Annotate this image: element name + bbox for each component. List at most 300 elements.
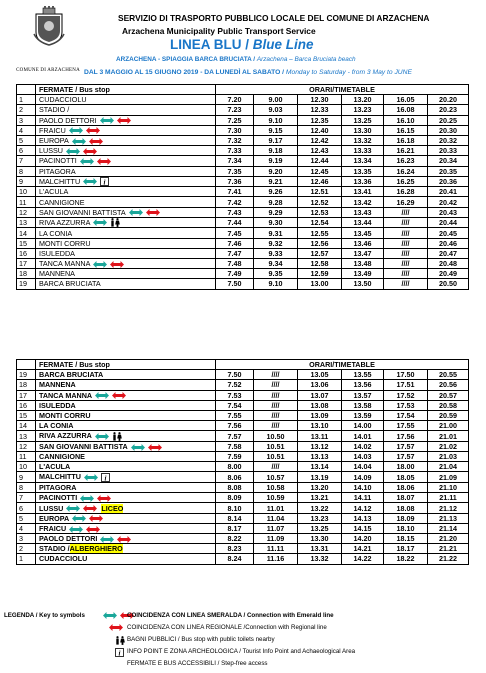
time-cell: 7.56 xyxy=(216,421,254,431)
stop-name-cell xyxy=(36,217,216,228)
time-cell: 13.57 xyxy=(342,390,384,400)
header-number-cell xyxy=(17,360,36,370)
stop-name: STADIO / xyxy=(39,105,70,115)
time-cell: 14.03 xyxy=(342,452,384,462)
table-row xyxy=(17,217,469,228)
stop-number: 14 xyxy=(17,228,36,238)
time-cell: 10.59 xyxy=(254,493,298,503)
stop-name-cell xyxy=(36,197,216,207)
stop-extra-label: ALBERGHIERO xyxy=(69,544,123,554)
legend-info-icon xyxy=(112,648,124,657)
time-cell: 13.55 xyxy=(342,370,384,380)
regional-line-icon xyxy=(83,505,97,512)
legend-regional-icon xyxy=(106,624,123,631)
stop-name-cell xyxy=(36,462,216,472)
time-cell: 17.57 xyxy=(384,441,428,451)
stop-name-cell xyxy=(36,259,216,269)
time-cell: 13.30 xyxy=(342,125,384,135)
time-cell: 14.21 xyxy=(342,544,384,554)
time-cell: 12.56 xyxy=(298,238,342,248)
stop-name-cell xyxy=(36,228,216,238)
table-row xyxy=(17,400,469,410)
time-cell: 14.00 xyxy=(342,421,384,431)
stop-number: 11 xyxy=(17,452,36,462)
time-cell: 16.21 xyxy=(384,146,428,156)
time-cell: 8.10 xyxy=(216,503,254,513)
time-cell: 12.42 xyxy=(298,135,342,145)
time-cell: 7.49 xyxy=(216,269,254,279)
time-cell: 12.51 xyxy=(298,187,342,197)
time-cell: 10.50 xyxy=(254,431,298,442)
table-row xyxy=(17,441,469,451)
time-cell: 21.22 xyxy=(428,554,469,564)
emerald-line-icon xyxy=(83,178,97,185)
regional-line-icon xyxy=(117,117,131,124)
time-cell: 10.57 xyxy=(254,472,298,483)
table-row xyxy=(17,125,469,135)
stop-name-cell xyxy=(36,187,216,197)
stop-name: ISULEDDA xyxy=(39,248,75,258)
time-cell: 16.15 xyxy=(384,125,428,135)
regional-line-icon xyxy=(83,148,97,155)
time-cell: 18.22 xyxy=(384,554,428,564)
time-cell: 11.16 xyxy=(254,554,298,564)
time-cell: 12.46 xyxy=(298,176,342,187)
time-cell: 9.17 xyxy=(254,135,298,145)
time-cell: 7.57 xyxy=(216,431,254,442)
time-cell: 18.06 xyxy=(384,483,428,493)
time-cell: 21.21 xyxy=(428,544,469,554)
time-cell: 13.49 xyxy=(342,269,384,279)
stop-number: 8 xyxy=(17,166,36,176)
regional-line-icon xyxy=(86,127,100,134)
time-cell: 13.09 xyxy=(298,410,342,420)
regional-line-icon xyxy=(148,444,162,451)
stop-name: BARCA BRUCIATA xyxy=(39,279,101,289)
table-row xyxy=(17,248,469,258)
legend-toilets-icon xyxy=(112,636,125,645)
time-cell: 13.50 xyxy=(342,279,384,289)
time-cell: 17.55 xyxy=(384,421,428,431)
svg-text:i: i xyxy=(118,649,121,657)
time-cell: //// xyxy=(254,370,298,380)
time-cell: 12.35 xyxy=(298,115,342,125)
stop-number: 16 xyxy=(17,400,36,410)
period-it: DAL 3 MAGGIO AL 15 GIUGNO 2019 - DA LUNEDÌ AL SABATO / xyxy=(84,69,285,76)
time-cell: 16.24 xyxy=(384,166,428,176)
table-row xyxy=(17,135,469,145)
toilets-icon xyxy=(115,636,125,645)
stop-number: 2 xyxy=(17,105,36,115)
table-row xyxy=(17,472,469,483)
time-cell: 7.52 xyxy=(216,380,254,390)
time-cell: 20.58 xyxy=(428,400,469,410)
stop-name: EUROPA xyxy=(39,136,69,146)
table-row xyxy=(17,431,469,442)
svg-text:i: i xyxy=(103,178,106,187)
time-cell: 8.17 xyxy=(216,523,254,533)
time-cell: 17.50 xyxy=(384,370,428,380)
time-cell: 13.36 xyxy=(342,176,384,187)
table-row xyxy=(17,176,469,187)
info-point-icon xyxy=(101,473,110,482)
time-cell: 18.00 xyxy=(384,462,428,472)
table-row xyxy=(17,410,469,420)
stop-name-cell xyxy=(36,544,216,554)
emerald-line-icon xyxy=(93,219,107,226)
time-cell: //// xyxy=(384,269,428,279)
toilets-icon xyxy=(110,218,120,227)
stop-name-cell xyxy=(36,125,216,135)
stop-name: BARCA BRUCIATA xyxy=(39,370,104,380)
stop-number: 5 xyxy=(17,135,36,145)
time-cell: 13.22 xyxy=(298,503,342,513)
stop-number: 13 xyxy=(17,217,36,228)
time-cell: 20.30 xyxy=(428,125,469,135)
stop-number: 12 xyxy=(17,207,36,217)
time-cell: 7.41 xyxy=(216,187,254,197)
time-cell: 20.45 xyxy=(428,228,469,238)
stop-number: 17 xyxy=(17,390,36,400)
time-cell: 7.33 xyxy=(216,146,254,156)
time-cell: 7.32 xyxy=(216,135,254,145)
time-cell: 21.10 xyxy=(428,483,469,493)
info-point-icon xyxy=(115,648,124,657)
time-cell: 12.45 xyxy=(298,166,342,176)
line-name-en: Blue Line xyxy=(252,37,314,52)
legend-emerald-text: COINCIDENZA CON LINEA SMERALDA / Connection with Emerald line xyxy=(127,612,334,619)
time-cell: 14.20 xyxy=(342,534,384,544)
stop-name: RIVA AZZURRA xyxy=(39,217,91,227)
stop-number: 10 xyxy=(17,462,36,472)
stop-number: 11 xyxy=(17,197,36,207)
stop-name: CUDACCIOLU xyxy=(39,554,88,564)
time-cell: 12.33 xyxy=(298,105,342,115)
emerald-line-icon xyxy=(100,536,114,543)
time-cell: 11.09 xyxy=(254,534,298,544)
stop-name: L'ACULA xyxy=(39,462,71,472)
stop-number: 12 xyxy=(17,441,36,451)
stop-name: PITAGORA xyxy=(39,483,77,493)
time-cell: 9.21 xyxy=(254,176,298,187)
time-cell: 11.04 xyxy=(254,513,298,523)
table-row xyxy=(17,503,469,513)
route xyxy=(116,56,356,63)
stop-name-cell xyxy=(36,146,216,156)
time-cell: 13.44 xyxy=(342,217,384,228)
time-cell: //// xyxy=(384,207,428,217)
stop-number: 1 xyxy=(17,95,36,105)
time-cell: 13.45 xyxy=(342,228,384,238)
time-cell: 8.00 xyxy=(216,462,254,472)
time-cell: 14.22 xyxy=(342,554,384,564)
time-cell: 21.12 xyxy=(428,503,469,513)
time-cell: 8.22 xyxy=(216,534,254,544)
table-row xyxy=(17,238,469,248)
stop-name-cell xyxy=(36,176,216,187)
stop-name-cell xyxy=(36,513,216,523)
time-cell: 10.51 xyxy=(254,441,298,451)
time-cell: 16.08 xyxy=(384,105,428,115)
table-row xyxy=(17,513,469,523)
time-cell: 9.31 xyxy=(254,228,298,238)
stop-number: 9 xyxy=(17,472,36,483)
stop-name-cell xyxy=(36,534,216,544)
stop-name-cell xyxy=(36,431,216,442)
table-row xyxy=(17,166,469,176)
stop-extra-label: LICEO xyxy=(101,503,124,513)
stop-number: 9 xyxy=(17,176,36,187)
time-cell: 13.25 xyxy=(298,523,342,533)
time-cell: 9.32 xyxy=(254,238,298,248)
time-cell: 13.59 xyxy=(342,410,384,420)
time-cell: 13.06 xyxy=(298,380,342,390)
time-cell: 14.15 xyxy=(342,523,384,533)
header-stop-label: FERMATE / Bus stop xyxy=(36,85,216,95)
time-cell: 17.54 xyxy=(384,410,428,420)
time-cell: 13.19 xyxy=(298,472,342,483)
time-cell: 9.35 xyxy=(254,269,298,279)
time-cell: 7.36 xyxy=(216,176,254,187)
time-cell: 7.58 xyxy=(216,441,254,451)
svg-text:i: i xyxy=(104,474,107,483)
table-row xyxy=(17,95,469,105)
time-cell: 7.53 xyxy=(216,390,254,400)
time-cell: 13.10 xyxy=(298,421,342,431)
time-cell: 13.23 xyxy=(298,513,342,523)
time-cell: 13.33 xyxy=(342,146,384,156)
stop-number: 4 xyxy=(17,125,36,135)
time-cell: 7.46 xyxy=(216,238,254,248)
table-row xyxy=(17,390,469,400)
table-row xyxy=(17,105,469,115)
header-times-label: ORARI/TIMETABLE xyxy=(216,360,469,370)
time-cell: 12.59 xyxy=(298,269,342,279)
stop-name-cell xyxy=(36,115,216,125)
stop-name-cell xyxy=(36,452,216,462)
stop-name-cell xyxy=(36,380,216,390)
stop-number: 15 xyxy=(17,410,36,420)
time-cell: 13.32 xyxy=(298,554,342,564)
municipal-crest-icon xyxy=(32,6,66,46)
stop-name: MONTI CORRU xyxy=(39,238,91,248)
toilets-icon xyxy=(112,432,122,441)
stop-number: 15 xyxy=(17,238,36,248)
page-header xyxy=(0,0,486,83)
table-row xyxy=(17,421,469,431)
table-row xyxy=(17,534,469,544)
stop-name-cell xyxy=(36,441,216,451)
table-row xyxy=(17,462,469,472)
table-row xyxy=(17,493,469,503)
time-cell: 13.47 xyxy=(342,248,384,258)
stop-number: 16 xyxy=(17,248,36,258)
period-en: Monday to Saturday - from 3 May to JUNE xyxy=(285,69,412,76)
time-cell: 12.53 xyxy=(298,207,342,217)
time-cell: 9.33 xyxy=(254,248,298,258)
stop-number: 6 xyxy=(17,503,36,513)
time-cell: //// xyxy=(384,279,428,289)
regional-line-icon xyxy=(146,209,160,216)
time-cell: 7.43 xyxy=(216,207,254,217)
stop-number: 18 xyxy=(17,269,36,279)
stop-name: SAN GIOVANNI BATTISTA xyxy=(39,207,126,217)
stop-name: CUDACCIOLU xyxy=(39,95,87,105)
table-row xyxy=(17,259,469,269)
time-cell: //// xyxy=(384,259,428,269)
stop-name-cell xyxy=(36,238,216,248)
time-cell: 7.50 xyxy=(216,279,254,289)
stop-name: LA CONIA xyxy=(39,228,73,238)
time-cell: 8.09 xyxy=(216,493,254,503)
regional-line-icon xyxy=(89,515,103,522)
time-cell: 9.20 xyxy=(254,166,298,176)
stop-name-cell xyxy=(36,105,216,115)
time-cell: 7.42 xyxy=(216,197,254,207)
stop-name: SAN GIOVANNI BATTISTA xyxy=(39,442,128,451)
route-en: Arzachena – Barca Bruciata beach xyxy=(256,56,356,63)
time-cell: 11.07 xyxy=(254,523,298,533)
stop-name-cell xyxy=(36,135,216,145)
stop-name: PAOLO DETTORI xyxy=(39,534,98,544)
time-cell: 20.59 xyxy=(428,410,469,420)
table-row xyxy=(17,380,469,390)
time-cell: 20.57 xyxy=(428,390,469,400)
table-row xyxy=(17,544,469,554)
time-cell: 13.13 xyxy=(298,452,342,462)
stop-name-cell xyxy=(36,483,216,493)
time-cell: //// xyxy=(384,217,428,228)
time-cell: 11.01 xyxy=(254,503,298,513)
emerald-line-icon xyxy=(66,148,80,155)
time-cell: 12.44 xyxy=(298,156,342,166)
time-cell: 7.30 xyxy=(216,125,254,135)
time-cell: 13.11 xyxy=(298,431,342,442)
time-cell: 13.20 xyxy=(342,95,384,105)
time-cell: 18.08 xyxy=(384,503,428,513)
stop-number: 2 xyxy=(17,544,36,554)
time-cell: 9.30 xyxy=(254,217,298,228)
time-cell: //// xyxy=(384,228,428,238)
time-cell: 9.29 xyxy=(254,207,298,217)
stop-name: TANCA MANNA xyxy=(39,259,91,269)
time-cell: //// xyxy=(254,400,298,410)
time-cell: 20.33 xyxy=(428,146,469,156)
emerald-line-icon xyxy=(103,612,117,619)
time-cell: 8.14 xyxy=(216,513,254,523)
time-cell: 13.43 xyxy=(342,207,384,217)
time-cell: 14.01 xyxy=(342,431,384,442)
time-cell: 14.09 xyxy=(342,472,384,483)
time-cell: //// xyxy=(254,390,298,400)
info-point-icon xyxy=(100,177,109,186)
time-cell: 20.36 xyxy=(428,176,469,187)
stop-name-cell xyxy=(36,248,216,258)
table-row xyxy=(17,269,469,279)
table-row xyxy=(17,146,469,156)
regional-line-icon xyxy=(97,495,111,502)
time-cell: 17.53 xyxy=(384,400,428,410)
time-cell: 9.19 xyxy=(254,156,298,166)
time-cell: 13.41 xyxy=(342,187,384,197)
time-cell: 21.20 xyxy=(428,534,469,544)
regional-line-icon xyxy=(112,392,126,399)
time-cell: 21.02 xyxy=(428,441,469,451)
stop-number: 8 xyxy=(17,483,36,493)
time-cell: 20.50 xyxy=(428,279,469,289)
time-cell: 7.47 xyxy=(216,248,254,258)
time-cell: 7.44 xyxy=(216,217,254,228)
time-cell: 12.55 xyxy=(298,228,342,238)
time-cell: 14.10 xyxy=(342,483,384,493)
table-row xyxy=(17,156,469,166)
stop-number: 5 xyxy=(17,513,36,523)
stop-number: 7 xyxy=(17,156,36,166)
time-cell: 14.11 xyxy=(342,493,384,503)
stop-name-cell xyxy=(36,554,216,564)
time-cell: 20.46 xyxy=(428,238,469,248)
time-cell: 13.25 xyxy=(342,115,384,125)
time-cell: 18.15 xyxy=(384,534,428,544)
time-cell: 14.02 xyxy=(342,441,384,451)
time-cell: 18.10 xyxy=(384,523,428,533)
time-cell: 18.17 xyxy=(384,544,428,554)
time-cell: 13.08 xyxy=(298,400,342,410)
emerald-line-icon xyxy=(80,158,94,165)
stop-number: 3 xyxy=(17,534,36,544)
time-cell: 7.59 xyxy=(216,452,254,462)
time-cell: 16.10 xyxy=(384,115,428,125)
stop-name: EUROPA xyxy=(39,513,70,523)
time-cell: 8.08 xyxy=(216,483,254,493)
time-cell: 17.57 xyxy=(384,452,428,462)
time-cell: 14.13 xyxy=(342,513,384,523)
time-cell: 13.05 xyxy=(298,370,342,380)
stop-name: TANCA MANNA xyxy=(39,390,93,400)
time-cell: 12.52 xyxy=(298,197,342,207)
time-cell: 20.35 xyxy=(428,166,469,176)
time-cell: 7.50 xyxy=(216,370,254,380)
time-cell: 16.23 xyxy=(384,156,428,166)
stop-name-cell xyxy=(36,493,216,503)
time-cell: 21.09 xyxy=(428,472,469,483)
time-cell: 7.35 xyxy=(216,166,254,176)
time-cell: 21.00 xyxy=(428,421,469,431)
table-header-row xyxy=(17,85,469,95)
stop-number: 19 xyxy=(17,370,36,380)
time-cell: 20.48 xyxy=(428,259,469,269)
regional-line-icon xyxy=(109,624,123,631)
time-cell: 13.30 xyxy=(298,534,342,544)
table-row xyxy=(17,197,469,207)
emerald-line-icon xyxy=(69,526,83,533)
stop-name: RIVA AZZURRA xyxy=(39,431,92,441)
table-header-row xyxy=(17,360,469,370)
stop-name-cell xyxy=(36,156,216,166)
time-cell: 7.45 xyxy=(216,228,254,238)
time-cell: 9.26 xyxy=(254,187,298,197)
time-cell: 20.55 xyxy=(428,370,469,380)
regional-line-icon xyxy=(110,261,124,268)
emerald-line-icon xyxy=(129,209,143,216)
time-cell: 13.56 xyxy=(342,380,384,390)
stop-name: CANNIGIONE xyxy=(39,197,85,207)
stop-number: 18 xyxy=(17,380,36,390)
service-title-en: Arzachena Municipality Public Transport Service xyxy=(122,26,316,36)
time-cell: 7.54 xyxy=(216,400,254,410)
stop-name-cell xyxy=(36,472,216,483)
stop-name-cell xyxy=(36,503,216,513)
